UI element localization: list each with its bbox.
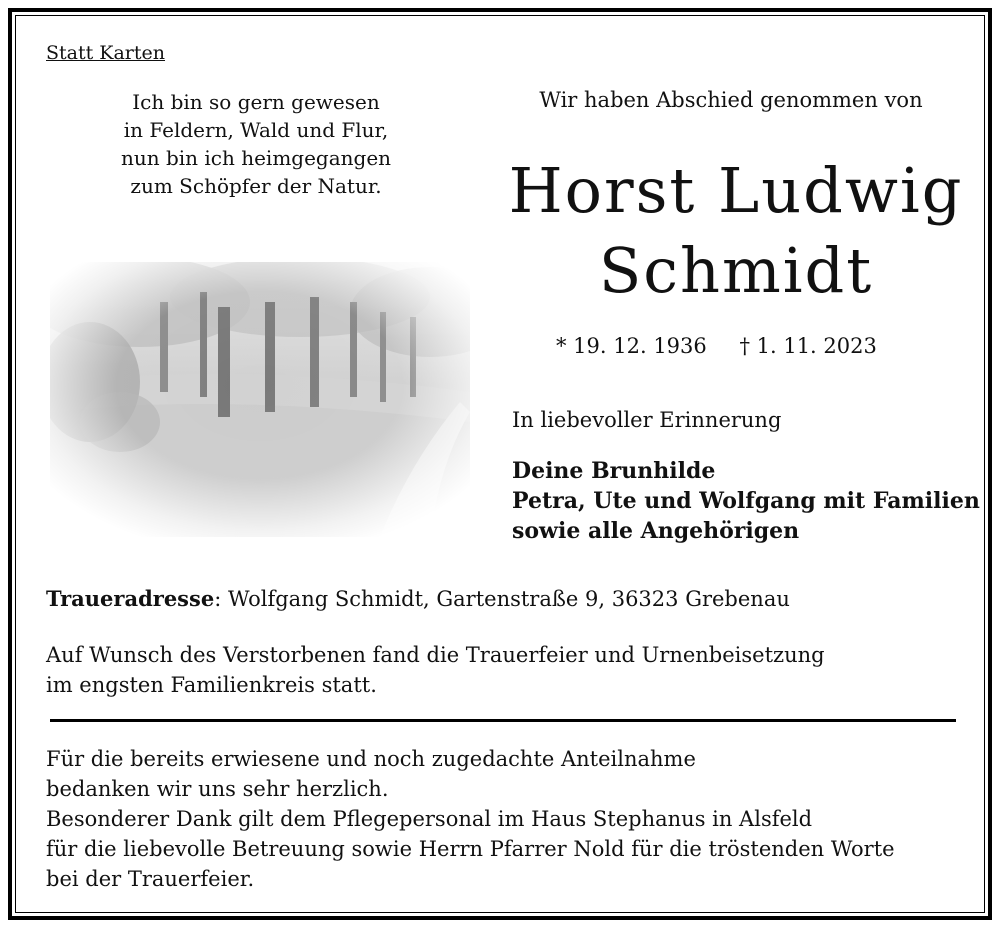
mourners-list xyxy=(512,456,980,546)
thanks-line: bedanken wir uns sehr herzlich. xyxy=(46,777,389,801)
intro-text: Wir haben Abschied genommen von xyxy=(539,88,923,112)
park-photo xyxy=(50,262,470,537)
address-value: : Wolfgang Schmidt, Gartenstraße 9, 36323 Grebenau xyxy=(214,587,790,611)
mourning-address xyxy=(46,586,790,611)
birth-date: * 19. 12. 1936 xyxy=(556,334,707,358)
deceased-name xyxy=(476,151,996,311)
divider xyxy=(50,719,956,722)
thanks-line: Für die bereits erwiesene und noch zugedachte Anteilnahme xyxy=(46,747,696,771)
remembrance-text: In liebevoller Erinnerung xyxy=(512,408,782,432)
funeral-note-line: im engsten Familienkreis statt. xyxy=(46,673,377,697)
poem-line: nun bin ich heimgegangen xyxy=(120,146,392,170)
mourner-line: Deine Brunhilde xyxy=(512,458,716,484)
statt-karten-label: Statt Karten xyxy=(46,42,166,64)
address-label: Traueradresse xyxy=(46,586,215,611)
life-dates xyxy=(556,334,976,358)
mourner-line: Petra, Ute und Wolfgang mit Familien xyxy=(512,488,980,514)
notice-frame xyxy=(8,8,992,920)
deceased-first-names: Horst Ludwig xyxy=(508,154,964,227)
funeral-note-line: Auf Wunsch des Verstorbenen fand die Trauerfeier und Urnenbeisetzung xyxy=(46,643,825,667)
poem-line: in Feldern, Wald und Flur, xyxy=(123,118,389,142)
death-date: † 1. 11. 2023 xyxy=(739,334,877,358)
thanks-line: bei der Trauerfeier. xyxy=(46,867,255,891)
poem xyxy=(76,88,436,200)
thanks-line: Besonderer Dank gilt dem Pflegepersonal im Haus Stephanus in Alsfeld xyxy=(46,807,813,831)
notice-inner-border xyxy=(15,15,985,913)
thanks-text xyxy=(46,744,895,894)
deceased-surname: Schmidt xyxy=(598,234,874,307)
mourner-line: sowie alle Angehörigen xyxy=(512,518,800,544)
thanks-line: für die liebevolle Betreuung sowie Herrn Pfarrer Nold für die tröstenden Worte xyxy=(46,837,895,861)
poem-line: zum Schöpfer der Natur. xyxy=(130,174,382,198)
poem-line: Ich bin so gern gewesen xyxy=(132,90,380,114)
funeral-note xyxy=(46,640,825,700)
